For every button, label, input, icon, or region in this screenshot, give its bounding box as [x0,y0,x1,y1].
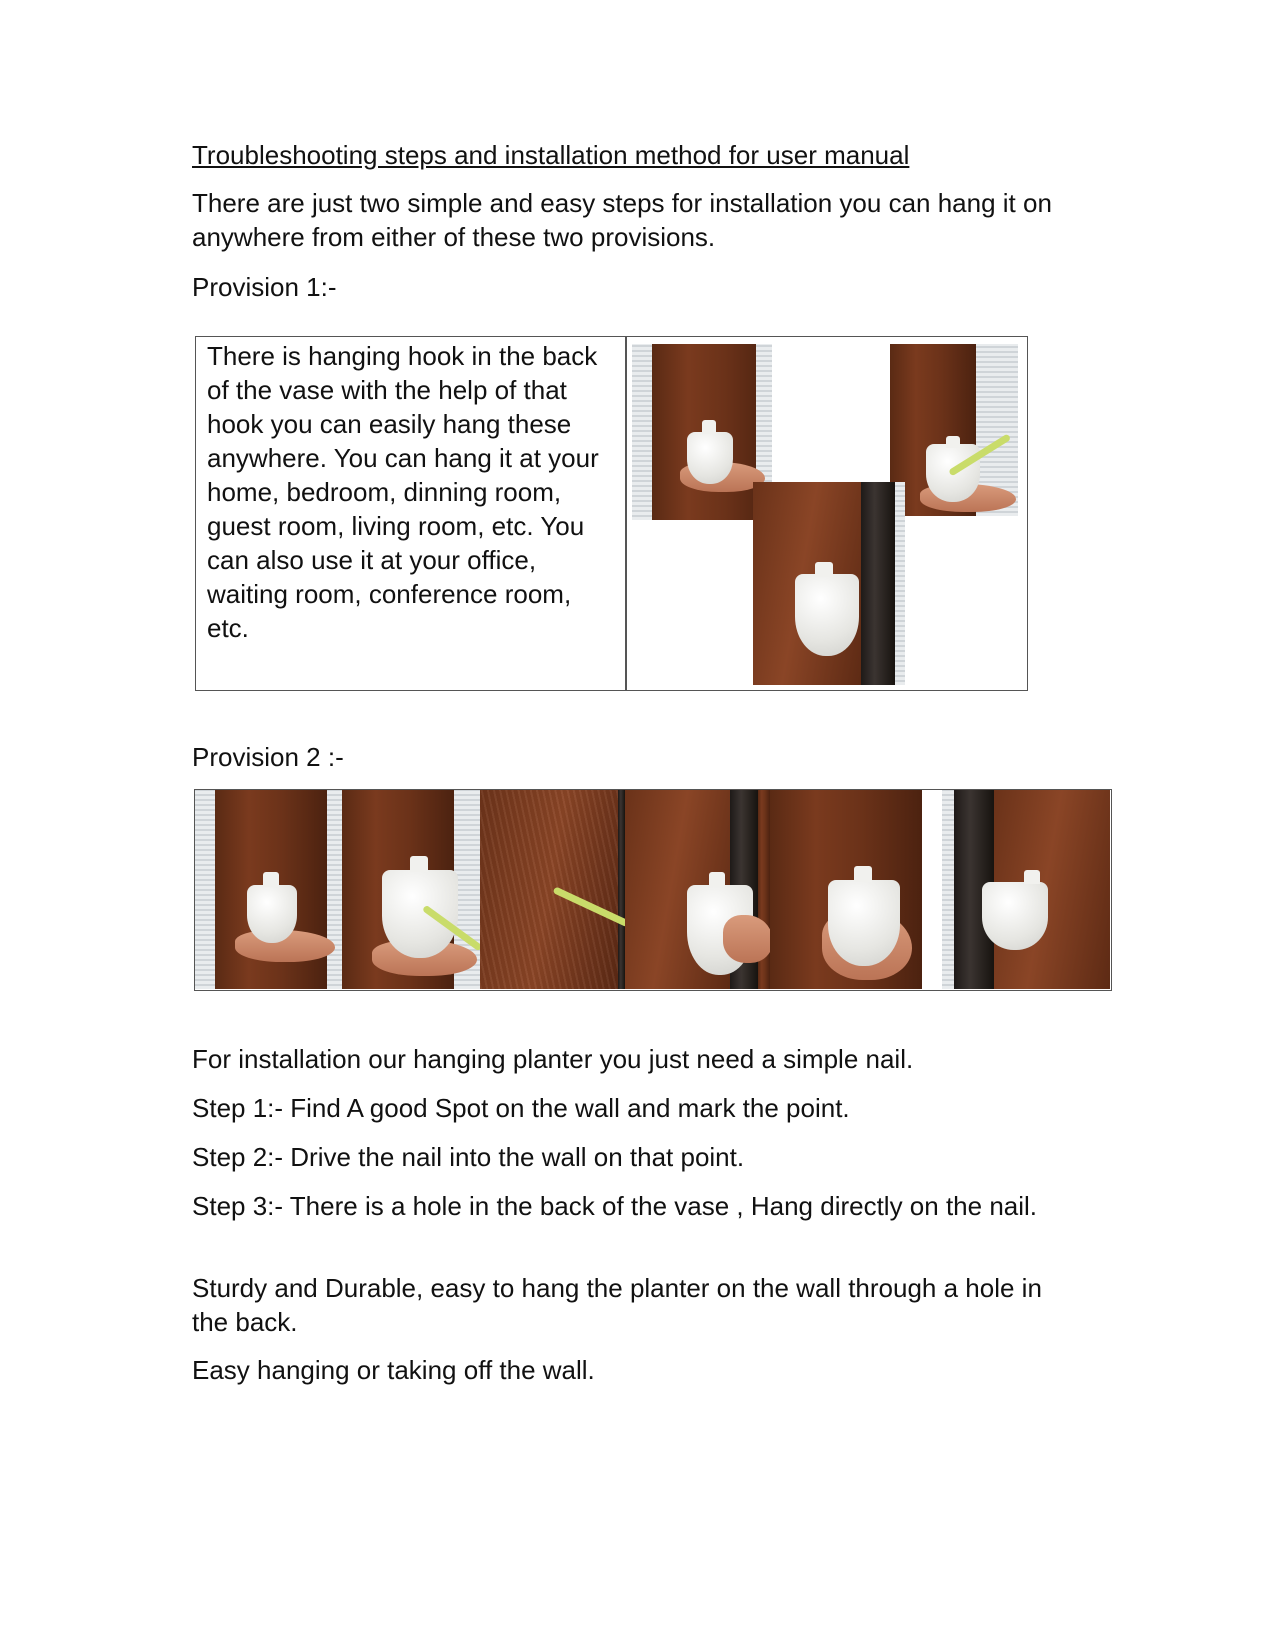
provision-1-table [195,336,1028,691]
step-photo-5 [770,790,922,989]
provision-2-heading: Provision 2 :- [192,742,344,772]
provision-1-description: There is hanging hook in the back of the vase with the help of that hook you can easily hang these anywhere. You can hang it at your home, bedroom, dinning room, guest room, living room, etc. You can also use it at your office, waiting room, conference room, etc. [207,341,599,643]
feature-sturdy: Sturdy and Durable, easy to hang the planter on the wall through a hole in the back. [192,1273,1042,1337]
step-1: Step 1:- Find A good Spot on the wall and mark the point. [192,1093,850,1123]
installation-intro: For installation our hanging planter you just need a simple nail. [192,1044,914,1074]
photo-vase-in-hand [632,344,772,520]
step-3: Step 3:- There is a hole in the back of the vase , Hang directly on the nail. [192,1191,1038,1221]
step-photo-4 [625,790,770,989]
step-photo-2 [342,790,480,989]
provision-1-heading: Provision 1:- [192,272,337,302]
photo-vase-with-straw [890,344,1018,516]
step-photo-1 [195,790,342,989]
table-divider [625,337,627,690]
step-2: Step 2:- Drive the nail into the wall on that point. [192,1142,745,1172]
step-photo-3 [480,790,625,989]
document-title: Troubleshooting steps and installation method for user manual [192,140,910,170]
photo-vase-hanging [753,482,905,685]
provision-2-image-strip [194,789,1112,991]
strip-gap [922,790,942,989]
step-photo-6 [942,790,1110,989]
feature-easy-hanging: Easy hanging or taking off the wall. [192,1355,595,1385]
intro-paragraph: There are just two simple and easy steps for installation you can hang it on anywhere from either of these two provisions. [192,188,1052,252]
